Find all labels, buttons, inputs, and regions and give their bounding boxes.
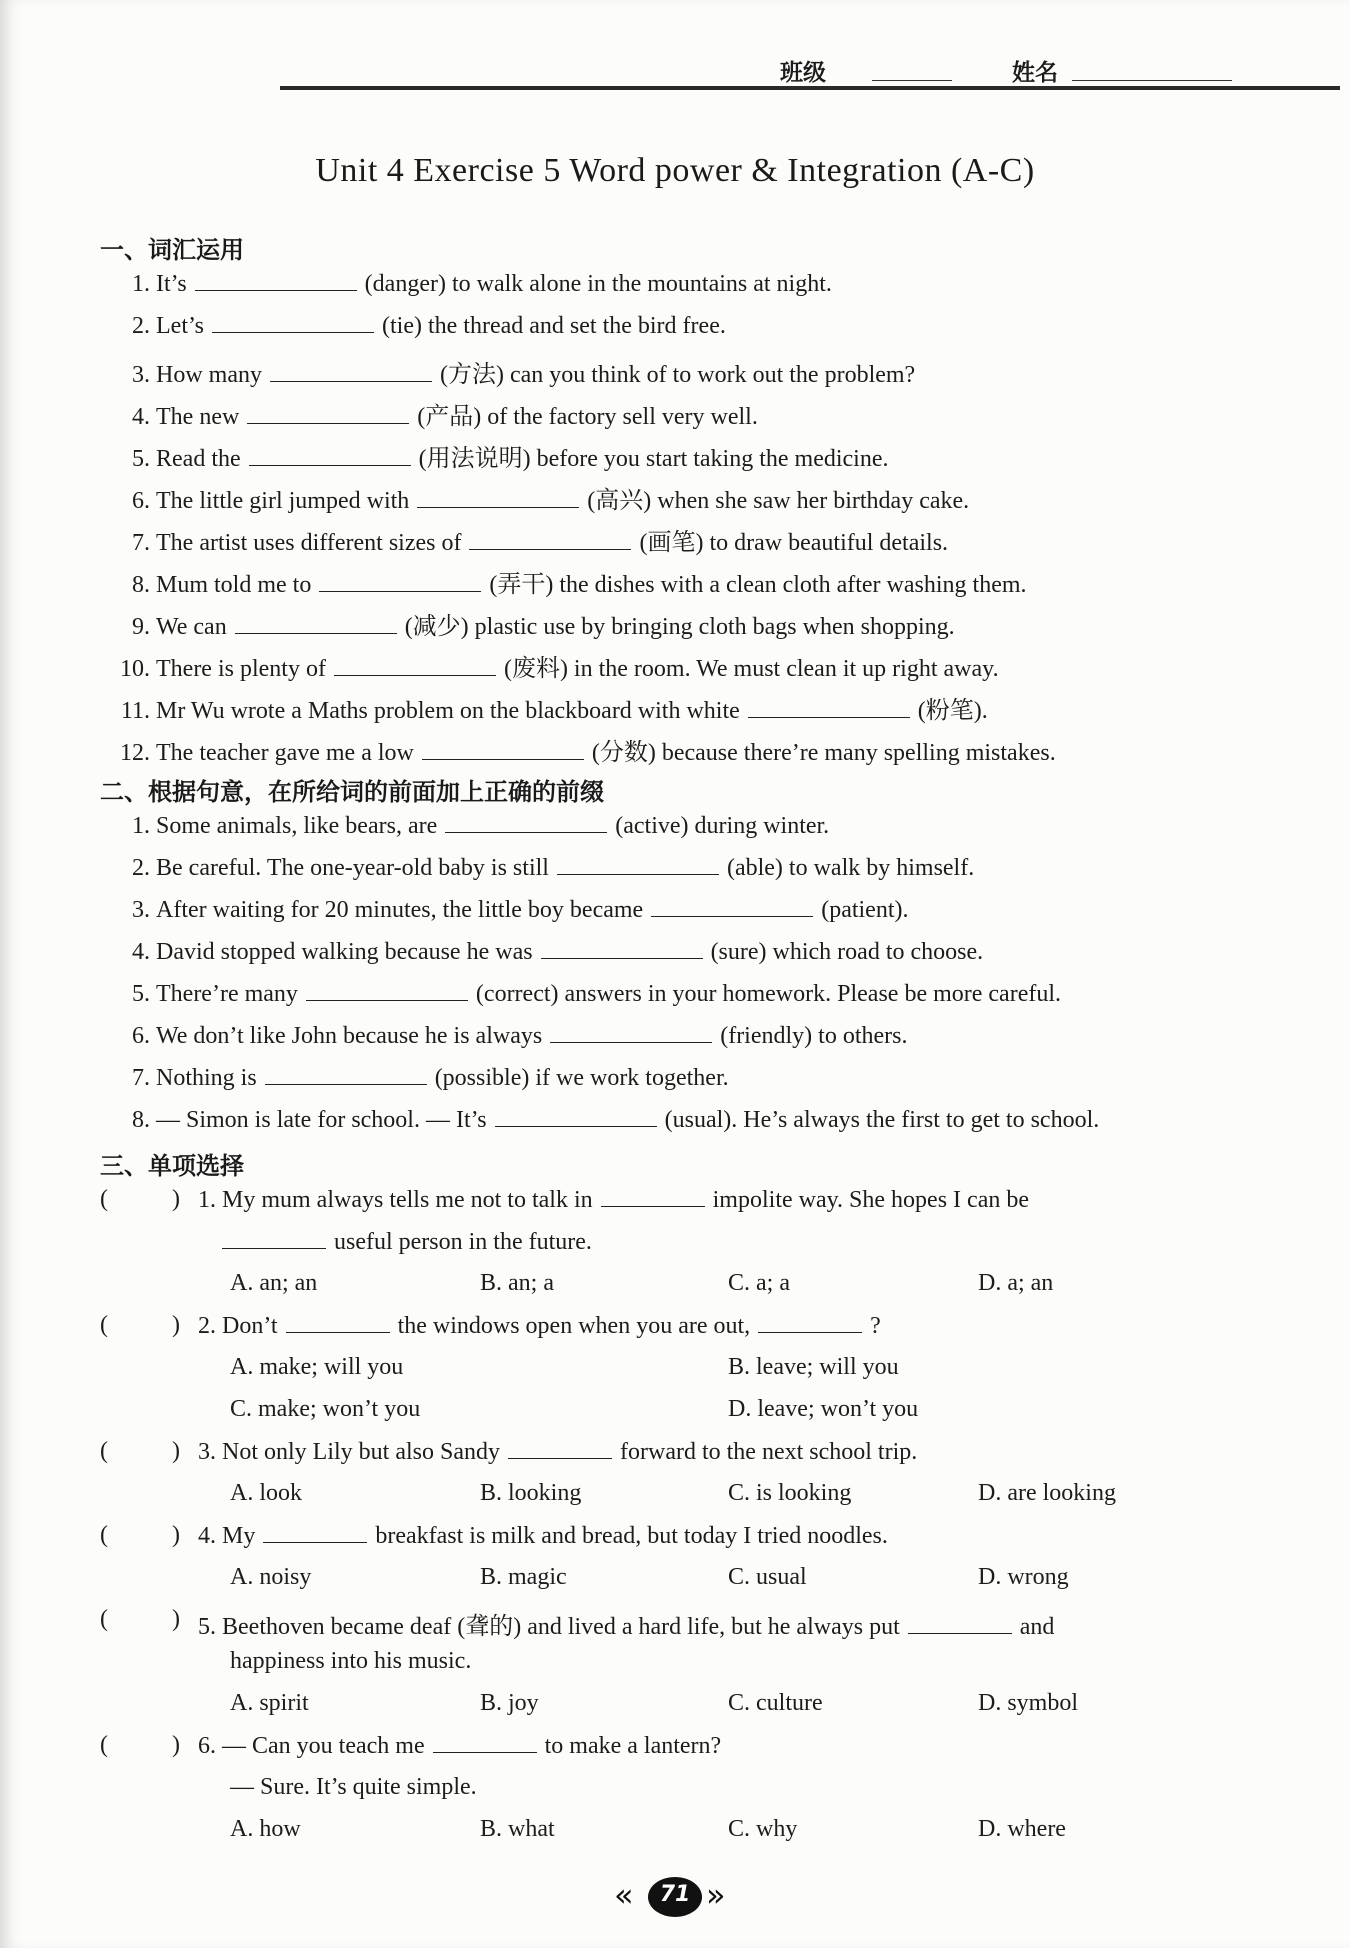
s2-item-1: 1. Some animals, like bears, are (active) during winter.	[132, 813, 830, 839]
page-header	[0, 0, 1350, 100]
q6-option-b[interactable]: B. what	[480, 1816, 555, 1842]
answer-blank[interactable]	[541, 938, 703, 959]
mc-question-6-cont: — Sure. It’s quite simple.	[230, 1774, 477, 1800]
answer-blank[interactable]	[222, 1228, 326, 1249]
class-label: 班级	[780, 60, 826, 86]
section2-heading: 二、根据句意，在所给词的前面加上正确的前缀	[100, 778, 604, 806]
answer-blank[interactable]	[422, 739, 584, 760]
s1-item-10: 10. There is plenty of (废料) in the room. We must clean it up right away.	[120, 656, 999, 682]
section1-heading: 一、词汇运用	[100, 236, 244, 264]
q3-option-a[interactable]: A. look	[230, 1480, 302, 1506]
q2-option-c[interactable]: C. make; won’t you	[230, 1396, 421, 1422]
answer-blank[interactable]	[550, 1022, 712, 1043]
answer-blank[interactable]	[270, 361, 432, 382]
s2-item-8: 8. — Simon is late for school. — It’s (usual). He’s always the first to get to school.	[132, 1107, 1100, 1133]
s1-item-1: 1. It’s (danger) to walk alone in the mountains at night.	[132, 271, 832, 297]
answer-blank[interactable]	[908, 1613, 1012, 1634]
mc-question-2: ( ) 2. Don’t the windows open when you are out, ?	[100, 1312, 881, 1339]
q2-option-b[interactable]: B. leave; will you	[728, 1354, 899, 1380]
q3-option-c[interactable]: C. is looking	[728, 1480, 852, 1506]
answer-blank[interactable]	[265, 1064, 427, 1085]
class-blank[interactable]	[872, 80, 952, 81]
answer-blank[interactable]	[334, 655, 496, 676]
answer-blank[interactable]	[306, 980, 468, 1001]
page-title: Unit 4 Exercise 5 Word power & Integration (A-C)	[315, 152, 1035, 189]
s1-item-12: 12. The teacher gave me a low (分数) because there’re many spelling mistakes.	[120, 740, 1056, 766]
s2-item-3: 3. After waiting for 20 minutes, the little boy became (patient).	[132, 897, 909, 923]
q2-option-d[interactable]: D. leave; won’t you	[728, 1396, 919, 1422]
q6-option-a[interactable]: A. how	[230, 1816, 301, 1842]
answer-blank[interactable]	[651, 896, 813, 917]
answer-blank[interactable]	[557, 854, 719, 875]
mc-question-5-cont: happiness into his music.	[230, 1648, 472, 1674]
answer-blank[interactable]	[758, 1312, 862, 1333]
q4-option-c[interactable]: C. usual	[728, 1564, 807, 1590]
q4-option-b[interactable]: B. magic	[480, 1564, 567, 1590]
s2-item-2: 2. Be careful. The one-year-old baby is still (able) to walk by himself.	[132, 855, 975, 881]
answer-blank[interactable]	[417, 487, 579, 508]
s2-item-7: 7. Nothing is (possible) if we work together.	[132, 1065, 729, 1091]
mc-question-3: ( ) 3. Not only Lily but also Sandy forward to the next school trip.	[100, 1438, 918, 1465]
answer-blank[interactable]	[235, 613, 397, 634]
s1-item-11: 11. Mr Wu wrote a Maths problem on the blackboard with white (粉笔).	[120, 698, 988, 724]
q4-option-a[interactable]: A. noisy	[230, 1564, 312, 1590]
page-number-text: 71	[659, 1882, 691, 1907]
answer-blank[interactable]	[247, 403, 409, 424]
name-blank[interactable]	[1072, 80, 1232, 81]
answer-blank[interactable]	[286, 1312, 390, 1333]
answer-blank[interactable]	[508, 1438, 612, 1459]
mc-question-4: ( ) 4. My breakfast is milk and bread, but today I tried noodles.	[100, 1522, 888, 1549]
s1-item-7: 7. The artist uses different sizes of (画笔) to draw beautiful details.	[132, 530, 949, 556]
mc-question-5: ( ) 5. Beethoven became deaf (聋的) and lived a hard life, but he always put and	[100, 1606, 1055, 1640]
answer-blank[interactable]	[195, 270, 357, 291]
answer-blank[interactable]	[601, 1186, 705, 1207]
answer-blank[interactable]	[433, 1732, 537, 1753]
s1-item-5: 5. Read the (用法说明) before you start taking the medicine.	[132, 446, 889, 472]
q5-option-c[interactable]: C. culture	[728, 1690, 823, 1716]
q5-option-b[interactable]: B. joy	[480, 1690, 539, 1716]
answer-blank[interactable]	[263, 1522, 367, 1543]
q6-option-c[interactable]: C. why	[728, 1816, 798, 1842]
s1-item-3: 3. How many (方法) can you think of to work out the problem?	[132, 362, 916, 388]
section3-heading: 三、单项选择	[100, 1152, 244, 1180]
answer-blank[interactable]	[495, 1106, 657, 1127]
mc-question-1: ( ) 1. My mum always tells me not to talk in impolite way. She hopes I can be	[100, 1186, 1029, 1213]
name-label: 姓名	[1012, 60, 1058, 86]
s1-item-4: 4. The new (产品) of the factory sell very well.	[132, 404, 758, 430]
mc-question-6: ( ) 6. — Can you teach me to make a lantern?	[100, 1732, 722, 1759]
s2-item-4: 4. David stopped walking because he was (sure) which road to choose.	[132, 939, 984, 965]
s1-item-9: 9. We can (减少) plastic use by bringing cloth bags when shopping.	[132, 614, 955, 640]
answer-blank[interactable]	[319, 571, 481, 592]
q1-option-a[interactable]: A. an; an	[230, 1270, 318, 1296]
q1-option-c[interactable]: C. a; a	[728, 1270, 790, 1296]
answer-blank[interactable]	[445, 812, 607, 833]
q5-option-d[interactable]: D. symbol	[978, 1690, 1079, 1716]
answer-blank[interactable]	[249, 445, 411, 466]
q2-option-a[interactable]: A. make; will you	[230, 1354, 404, 1380]
q5-option-a[interactable]: A. spirit	[230, 1690, 309, 1716]
answer-blank[interactable]	[469, 529, 631, 550]
q1-option-b[interactable]: B. an; a	[480, 1270, 554, 1296]
s1-item-8: 8. Mum told me to (弄干) the dishes with a clean cloth after washing them.	[132, 572, 1027, 598]
page-number	[610, 1874, 740, 1920]
mc-question-1-cont: useful person in the future.	[100, 1228, 1250, 1262]
q6-option-d[interactable]: D. where	[978, 1816, 1066, 1842]
answer-blank[interactable]	[748, 697, 910, 718]
s1-item-6: 6. The little girl jumped with (高兴) when she saw her birthday cake.	[132, 488, 970, 514]
s2-item-6: 6. We don’t like John because he is always (friendly) to others.	[132, 1023, 908, 1049]
q3-option-b[interactable]: B. looking	[480, 1480, 582, 1506]
chevron-left-icon: «	[614, 1876, 634, 1914]
s2-item-5: 5. There’re many (correct) answers in your homework. Please be more careful.	[132, 981, 1062, 1007]
chevron-right-icon: »	[706, 1876, 726, 1914]
q1-option-d[interactable]: D. a; an	[978, 1270, 1054, 1296]
q3-option-d[interactable]: D. are looking	[978, 1480, 1116, 1506]
q4-option-d[interactable]: D. wrong	[978, 1564, 1069, 1590]
s1-item-2: 2. Let’s (tie) the thread and set the bird free.	[132, 313, 726, 339]
answer-blank[interactable]	[212, 312, 374, 333]
